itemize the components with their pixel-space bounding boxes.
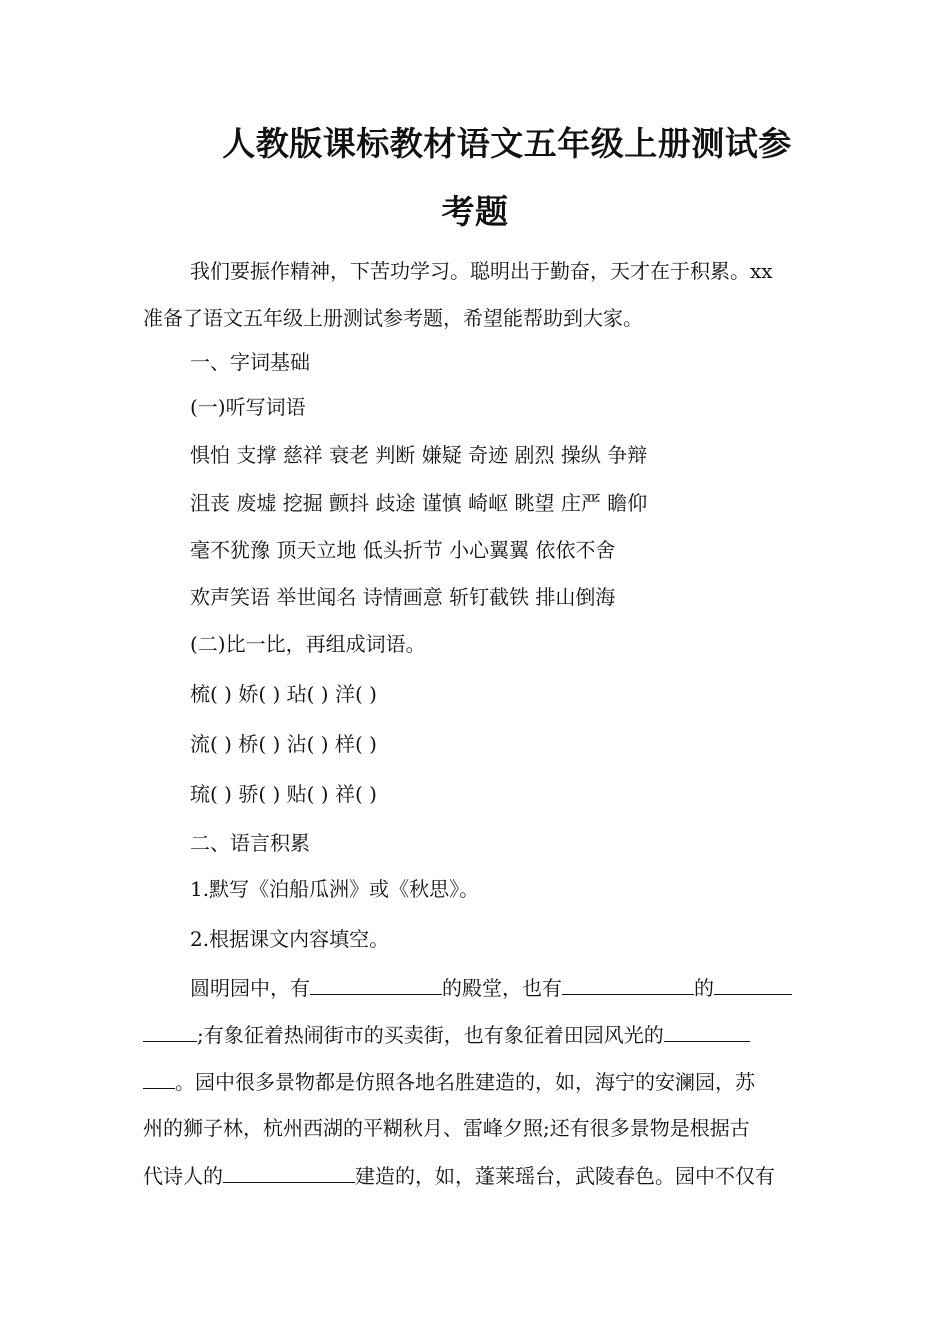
passage-line: 州的狮子林，杭州西湖的平糊秋月、雷峰夕照;还有很多景物是根据古 xyxy=(143,1116,750,1140)
section2-heading: 二、语言积累 xyxy=(190,831,310,855)
fill-blank-line xyxy=(143,1162,775,1189)
answer-blank xyxy=(143,1021,197,1042)
fill-blank-line xyxy=(143,1021,750,1048)
section1-heading: 一、字词基础 xyxy=(190,350,310,374)
compare-row: 流( ) 桥( ) 沾( ) 样( ) xyxy=(190,732,377,756)
subsection2-heading: (二)比一比，再组成词语。 xyxy=(190,632,426,656)
passage-text: 代诗人的 xyxy=(143,1164,223,1188)
passage-text: 。园中很多景物都是仿照各地名胜建造的，如，海宁的安澜园，苏 xyxy=(175,1070,755,1094)
word-list-row: 毫不犹豫 顶天立地 低头折节 小心翼翼 依依不舍 xyxy=(190,538,616,562)
word-list-row: 惧怕 支撑 慈祥 衰老 判断 嫌疑 奇迹 剧烈 操纵 争辩 xyxy=(190,443,648,467)
fill-blank-line xyxy=(190,974,792,1001)
passage-text: ;有象征着热闹街市的买卖街，也有象征着田园风光的 xyxy=(197,1023,664,1047)
fill-blank-line xyxy=(143,1068,755,1095)
answer-blank xyxy=(310,974,442,995)
answer-blank xyxy=(562,974,694,995)
answer-blank xyxy=(714,974,792,995)
answer-blank xyxy=(664,1021,750,1042)
word-list-row: 沮丧 废墟 挖掘 颤抖 歧途 谨慎 崎岖 眺望 庄严 瞻仰 xyxy=(190,491,648,515)
passage-text: 建造的，如，蓬莱瑶台，武陵春色。园中不仅有 xyxy=(355,1164,775,1188)
compare-row: 琉( ) 骄( ) 贴( ) 祥( ) xyxy=(190,782,377,806)
document-title-line2: 考题 xyxy=(441,192,509,231)
question-2: 2.根据课文内容填空。 xyxy=(190,927,390,951)
passage-text: 圆明园中，有 xyxy=(190,976,310,1000)
subsection1-heading: (一)听写词语 xyxy=(190,395,306,419)
compare-row: 梳( ) 娇( ) 玷( ) 洋( ) xyxy=(190,682,377,706)
passage-text: 的殿堂，也有 xyxy=(442,976,562,1000)
answer-blank xyxy=(223,1162,355,1183)
question-1: 1.默写《泊船瓜洲》或《秋思》。 xyxy=(190,877,480,901)
intro-line2: 准备了语文五年级上册测试参考题，希望能帮助到大家。 xyxy=(143,306,643,330)
intro-line1: 我们要振作精神，下苦功学习。聪明出于勤奋，天才在于积累。xx xyxy=(190,259,773,283)
document-title-line1: 人教版课标教材语文五年级上册测试参 xyxy=(222,124,792,163)
answer-blank xyxy=(143,1068,175,1089)
passage-text: 的 xyxy=(694,976,714,1000)
word-list-row: 欢声笑语 举世闻名 诗情画意 斩钉截铁 排山倒海 xyxy=(190,585,616,609)
